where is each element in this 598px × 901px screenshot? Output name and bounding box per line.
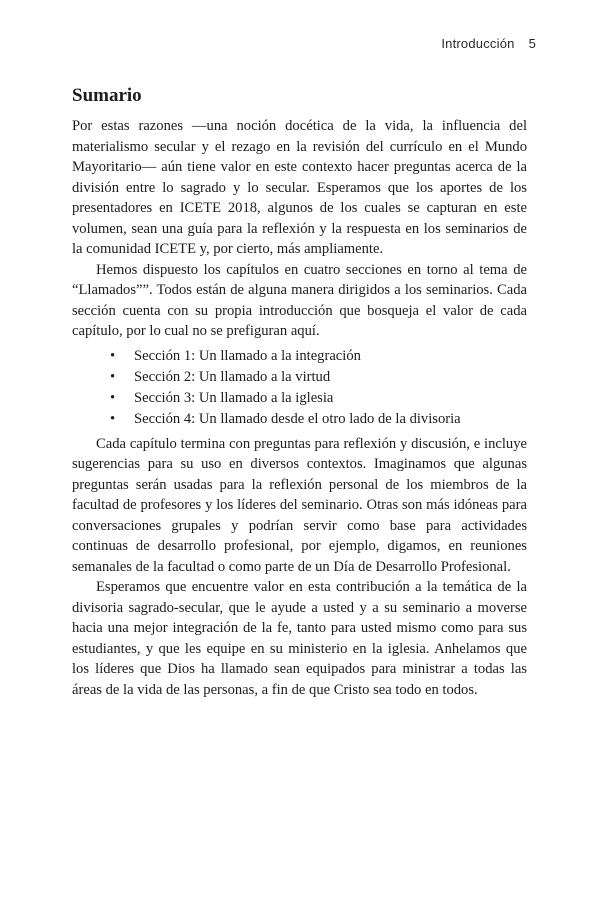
list-item-text: Sección 4: Un llamado desde el otro lado de la divisoria <box>134 410 461 427</box>
page-body <box>72 84 527 700</box>
list-item-text: Sección 2: Un llamado a la virtud <box>134 368 331 385</box>
running-header <box>441 36 536 51</box>
paragraph-4: Esperamos que encuentre valor en esta contribución a la temática de la divisoria sagrado-secular, que le ayude a usted y a su seminario a moverse hacia una mejor integración de la fe, tanto para usted mismo como para sus estudiantes, y que les equipe en su ministerio en la iglesia. Anhelamos que los líderes que Dios ha llamado sean equipados para ministrar a todas las áreas de la vida de las personas, a fin de que Cristo sea todo en todos. <box>72 579 527 698</box>
paragraph-3: Cada capítulo termina con preguntas para reflexión y discusión, e incluye sugerencias para su uso en diversos contextos. Imaginamos que algunas preguntas serán usadas para la reflexión personal de los miembros de la facultad de profesores y los líderes del seminario. Otras son más idóneas para conversaciones grupales y podrían servir como base para actividades continuas de desarrollo profesional, por ejemplo, digamos, en reuniones semanales de la facultad o como parte de un Día de Desarrollo Profesional. <box>72 435 527 575</box>
list-item <box>110 346 527 367</box>
list-item-text: Sección 1: Un llamado a la integración <box>134 347 361 364</box>
bullet-icon: • <box>110 410 116 427</box>
bullet-icon: • <box>110 389 116 406</box>
list-item <box>110 367 527 388</box>
section-title: Sumario <box>72 85 142 106</box>
running-title: Introducción <box>441 36 515 51</box>
list-item <box>110 409 527 430</box>
paragraph-1: Por estas razones —una noción docética de la vida, la influencia del materialismo secular y el rezago en la revisión del currículo en el Mundo Mayoritario— aún tiene valor en este contexto hacer preguntas acerca de la división entre lo sagrado y lo secular. Esperamos que los aportes de los presentadores en ICETE 2018, algunos de los cuales se capturan en este volumen, sean una guía para la reflexión y la respuesta en los seminarios de la comunidad ICETE y, por cierto, más ampliamente. <box>72 118 527 257</box>
bullet-icon: • <box>110 347 116 364</box>
page-number: 5 <box>528 36 536 51</box>
paragraph-2: Hemos dispuesto los capítulos en cuatro secciones en torno al tema de “Llamados””. Todos están de alguna manera dirigidos a los seminarios. Cada sección cuenta con su propia introducción que bosqueja el valor de cada capítulo, por lo cual no se prefiguran aquí. <box>72 261 527 339</box>
list-item <box>110 388 527 409</box>
bullet-icon: • <box>110 368 116 385</box>
list-item-text: Sección 3: Un llamado a la iglesia <box>134 389 334 406</box>
sections-list <box>72 346 527 430</box>
